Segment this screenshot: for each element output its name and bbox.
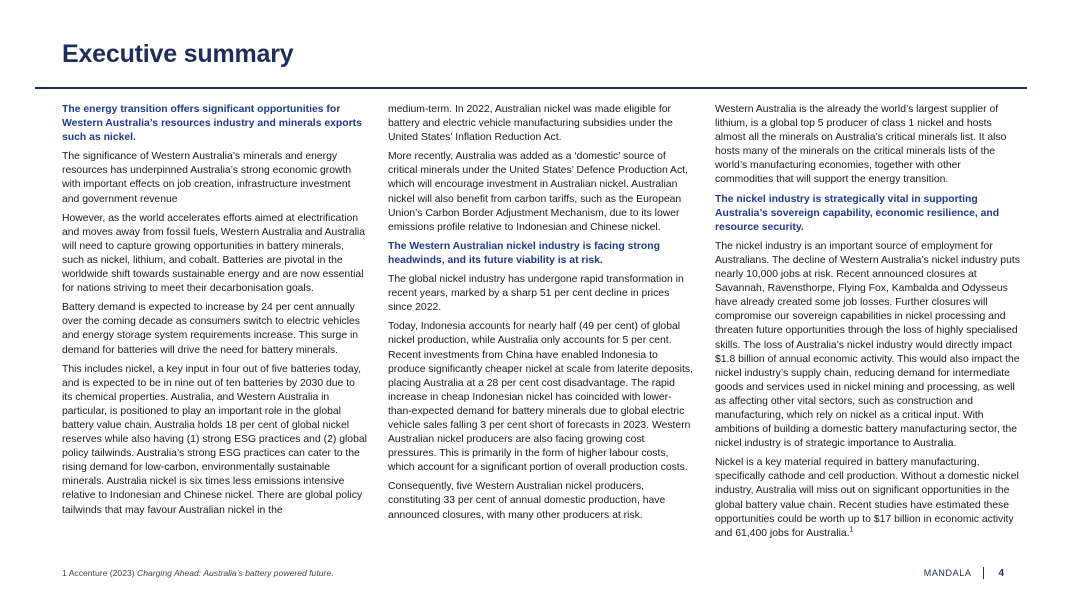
paragraph: Today, Indonesia accounts for nearly half (49 per cent) of global nickel production, while Australia only accounts for 5 per cent. Recent investments from China have enabled Indonesia to produce significantly cheaper nickel at scale from laterite deposits, placing Australia at a 28 per cent cost disadvantage. The rapid increase in cheap Indonesian nickel has coincided with lower-than-expected demand for battery minerals due to global electric vehicle sales falling 3 per cent short of forecasts in 2023. Western Australian nickel producers are also facing growing cost pressures. This is primarily in the form of higher labour costs, which account for a significant portion of overall production costs. [388, 321, 693, 474]
column-1 [62, 103, 367, 523]
paragraph-with-footnote [715, 456, 1020, 541]
paragraph: The global nickel industry has undergone rapid transformation in recent years, marked by a sharp 51 per cent decline in prices since 2022. [388, 274, 684, 314]
paragraph: medium-term. In 2022, Australian nickel was made eligible for battery and electric vehicle manufacturing subsidies under the United States’ Inflation Reduction Act. [388, 104, 673, 144]
title-divider [35, 87, 1027, 89]
column-2 [388, 103, 693, 528]
section-heading: The Western Australian nickel industry is facing strong headwinds, and its future viability is at risk. [388, 240, 660, 266]
page-title: Executive summary [62, 40, 294, 68]
section-heading: The energy transition offers significant opportunities for Western Australia’s resources industry and minerals exports such as nickel. [62, 104, 362, 144]
brand-name: MANDALA [923, 568, 972, 578]
paragraph-text: Nickel is a key material required in battery manufacturing, specifically cathode and cell production. Without a domestic nickel industry, Australia will miss out on significant opportunities in the global battery value chain. Recent studies have estimated these opportunities could be worth up to $17 billion in economic activity and 61,400 jobs for Australia. [715, 457, 1019, 539]
paragraph: The nickel industry is an important source of employment for Australians. The decline of Western Australia’s nickel industry puts nearly 10,000 jobs at risk. Recent announced closures at Savannah, Ravensthorpe, Flying Fox, Kambalda and Odysseus have already created some job losses. Further closures will compromise our sovereign capabilities in nickel processing and threaten future opportunities through the loss of highly specialised skills. The loss of Australia’s nickel industry would directly impact $1.8 billion of annual economic activity. This would also impact the nickel industry’s supply chain, reducing demand for intermediate goods and services used in nickel mining and processing, as well as affecting other vital sectors, such as construction and manufacturing, which rely on nickel as a critical input. With ambitions of building a domestic battery manufacturing sector, the nickel industry is of strategic importance to Australia. [715, 240, 1020, 450]
paragraph: This includes nickel, a key input in four out of five batteries today, and is expected to be in nine out of ten batteries by 2030 due to its chemical properties. Australia, and Western Australia in particular, is positioned to play an important role in the global battery value chain. Australia holds 18 per cent of global nickel reserves while also having (1) strong ESG practices and (2) global policy tailwinds. Australia’s strong ESG practices can cater to the rising demand for low-carbon, environmentally sustainable minerals. Australia nickel is six times less emissions intensive relative to Indonesian and Chinese nickel. There are global policy tailwinds that may favour Australian nickel in the [62, 363, 367, 516]
column-3 [715, 103, 1020, 546]
page-number: 4 [998, 567, 1004, 579]
footnote-source-title: Charging Ahead: Australia’s battery powered future [137, 568, 332, 578]
paragraph: Consequently, five Western Australian nickel producers, constituting 33 per cent of annual domestic production, have announced closures, with many other producers at risk. [388, 481, 666, 521]
paragraph: The significance of Western Australia’s minerals and energy resources has underpinned Australia’s strong economic growth with important effects on job creation, infrastructure investment and government revenue [62, 151, 352, 205]
paragraph: However, as the world accelerates efforts aimed at electrification and moves away from fossil fuels, Western Australia and Australia will need to capture growing opportunities in battery minerals, such as nickel, lithium, and cobalt. Batteries are pivotal in the worldwide shift towards sustainable energy and are now essential for nations striving to meet their decarbonisation goals. [62, 212, 366, 295]
footnote-marker[interactable]: 1 [849, 526, 854, 534]
page-footer [924, 567, 1004, 579]
footnote [62, 568, 334, 578]
footnote-suffix: . [331, 568, 334, 578]
footer-separator [983, 567, 984, 579]
footnote-prefix: 1 Accenture (2023) [62, 568, 138, 578]
paragraph: Western Australia is the already the world’s largest supplier of lithium, is a global top 5 producer of class 1 nickel and hosts almost all the minerals on Australia’s critical minerals list. It also hosts many of the minerals on the critical minerals lists of the world’s manufacturing economies, together with other commodities that will support the energy transition. [715, 104, 1007, 186]
paragraph: Battery demand is expected to increase by 24 per cent annually over the coming decade as consumers switch to electric vehicles and energy storage system requirements increase. This surge in demand for batteries will drive the need for battery minerals. [62, 302, 361, 356]
paragraph: More recently, Australia was added as a ‘domestic’ source of critical minerals under the United States’ Defence Production Act, which will encourage investment in Australian nickel. Australian nickel will also benefit from carbon tariffs, such as the European Union’s Carbon Border Adjustment Mechanism, due to its lower emissions profile relative to Indonesian and Chinese nickel. [388, 151, 688, 233]
section-heading: The nickel industry is strategically vital in supporting Australia’s sovereign capability, economic resilience, and resource security. [715, 193, 1000, 233]
